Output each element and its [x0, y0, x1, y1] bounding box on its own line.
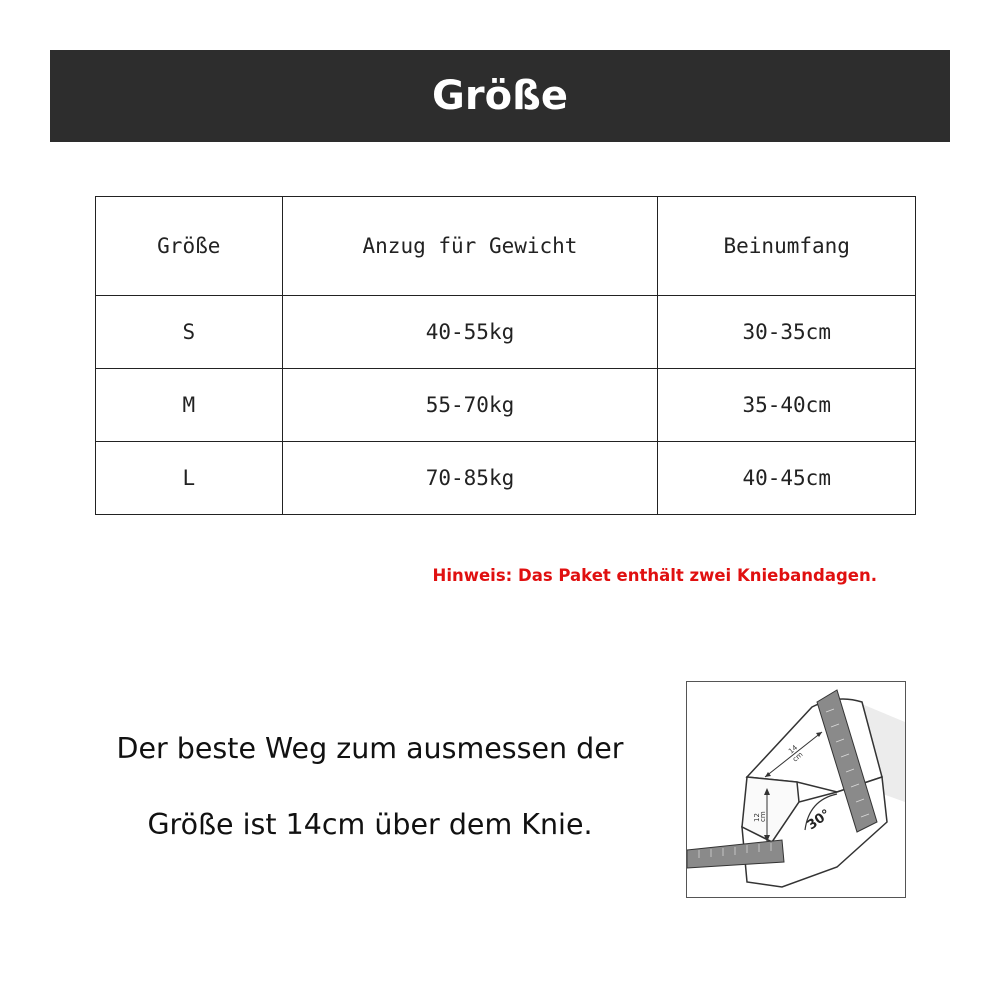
column-header-weight: Anzug für Gewicht — [282, 197, 658, 296]
table-header-row — [96, 197, 916, 296]
knee-illustration — [687, 682, 905, 897]
knee-angle-label: 30° — [804, 806, 834, 834]
table-cell-size: M — [96, 369, 283, 442]
table-cell-weight: 55-70kg — [282, 369, 658, 442]
table-cell-circumference: 30-35cm — [658, 296, 916, 369]
table-row — [96, 296, 916, 369]
column-header-size: Größe — [96, 197, 283, 296]
column-header-leg-circumference: Beinumfang — [658, 197, 916, 296]
package-note: Hinweis: Das Paket enthält zwei Kniebandagen. — [432, 566, 877, 585]
table-cell-size: L — [96, 442, 283, 515]
upper-distance-unit: cm — [791, 750, 805, 764]
knee-measurement-diagram — [686, 681, 906, 898]
table-cell-weight: 40-55kg — [282, 296, 658, 369]
measurement-instruction-line-1: Der beste Weg zum ausmessen der — [116, 732, 624, 765]
upper-distance-value: 14 — [787, 743, 800, 756]
lower-distance-unit: cm — [759, 811, 767, 822]
table-cell-circumference: 35-40cm — [658, 369, 916, 442]
table-row — [96, 442, 916, 515]
size-table — [95, 196, 916, 515]
header-title: Größe — [432, 73, 568, 119]
table-cell-size: S — [96, 296, 283, 369]
table-cell-circumference: 40-45cm — [658, 442, 916, 515]
measurement-instruction-line-2: Größe ist 14cm über dem Knie. — [147, 808, 593, 841]
lower-distance-value: 12 — [753, 813, 761, 822]
table-cell-weight: 70-85kg — [282, 442, 658, 515]
table-row — [96, 369, 916, 442]
header-title-bar — [50, 50, 950, 142]
